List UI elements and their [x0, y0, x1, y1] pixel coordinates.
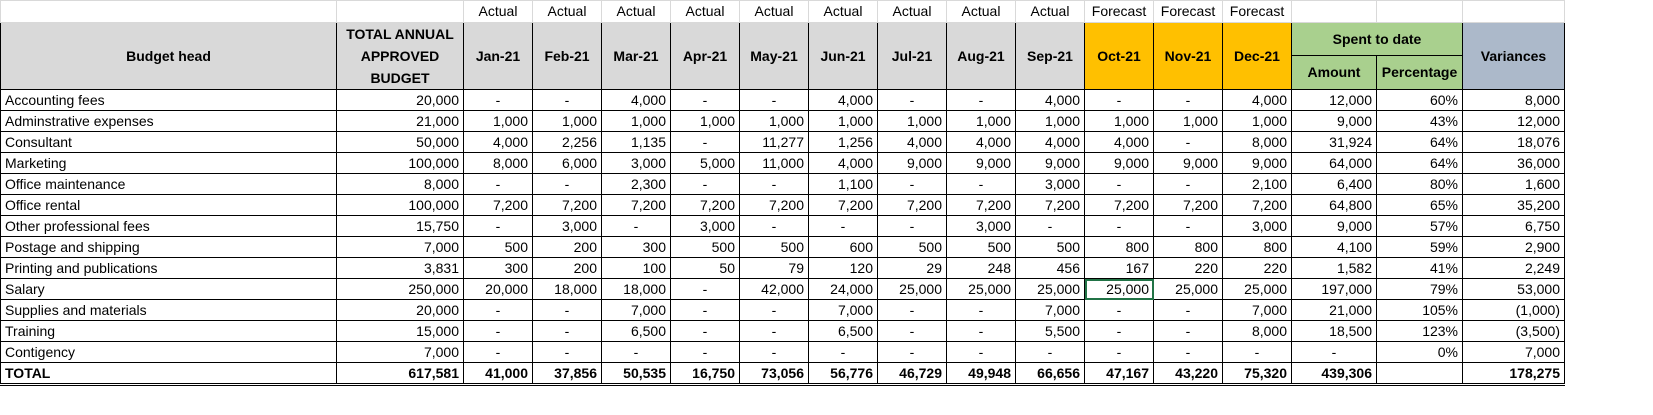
month-value-cell[interactable]: -	[464, 216, 533, 237]
month-value-cell[interactable]: -	[878, 90, 947, 111]
month-value-cell[interactable]: 8,000	[1223, 321, 1292, 342]
month-value-cell[interactable]: 100	[602, 258, 671, 279]
amount-cell[interactable]: 31,924	[1292, 132, 1377, 153]
empty-cell[interactable]	[1292, 1, 1377, 23]
budget-cell[interactable]: 100,000	[337, 195, 464, 216]
amount-cell[interactable]: 64,800	[1292, 195, 1377, 216]
status-label-row	[1, 1, 1565, 23]
month-value-cell[interactable]: 24,000	[809, 279, 878, 300]
budget-cell[interactable]: 21,000	[337, 111, 464, 132]
month-value-cell[interactable]: 6,500	[602, 321, 671, 342]
month-value-cell[interactable]: 7,200	[464, 195, 533, 216]
row-label-cell[interactable]: Adminstrative expenses	[1, 111, 337, 132]
variance-cell[interactable]: 35,200	[1463, 195, 1565, 216]
month-value-cell[interactable]: 3,000	[533, 216, 602, 237]
total-value-cell[interactable]	[1377, 363, 1463, 385]
month-value-cell[interactable]: 7,000	[809, 300, 878, 321]
month-value-cell[interactable]: 2,256	[533, 132, 602, 153]
percentage-cell[interactable]: 41%	[1377, 258, 1463, 279]
month-value-cell[interactable]: 25,000	[1154, 279, 1223, 300]
month-value-cell[interactable]: 2,100	[1223, 174, 1292, 195]
month-header[interactable]: Sep-21	[1016, 23, 1085, 90]
month-value-cell[interactable]: 500	[671, 237, 740, 258]
month-value-cell[interactable]: -	[809, 342, 878, 363]
percentage-header[interactable]: Percentage	[1377, 55, 1463, 89]
month-value-cell[interactable]: 25,000	[1016, 279, 1085, 300]
month-value-cell[interactable]: 7,000	[1223, 300, 1292, 321]
amount-cell[interactable]: 9,000	[1292, 216, 1377, 237]
row-label-cell[interactable]: Office maintenance	[1, 174, 337, 195]
table-row	[1, 279, 1565, 300]
row-label-cell[interactable]: Supplies and materials	[1, 300, 337, 321]
month-value-cell[interactable]: -	[464, 321, 533, 342]
month-value-cell[interactable]: -	[947, 90, 1016, 111]
month-value-cell[interactable]: -	[1016, 216, 1085, 237]
amount-cell[interactable]: 6,400	[1292, 174, 1377, 195]
variance-cell[interactable]: 6,750	[1463, 216, 1565, 237]
month-header[interactable]: Mar-21	[602, 23, 671, 90]
variance-cell[interactable]: 7,000	[1463, 342, 1565, 363]
month-value-cell[interactable]: 1,000	[1154, 111, 1223, 132]
month-value-cell[interactable]: 4,000	[602, 90, 671, 111]
budget-cell[interactable]: 50,000	[337, 132, 464, 153]
month-value-cell[interactable]: -	[533, 90, 602, 111]
month-value-cell[interactable]: 1,256	[809, 132, 878, 153]
forecast-month-header[interactable]: Dec-21	[1223, 23, 1292, 90]
month-value-cell[interactable]: 79	[740, 258, 809, 279]
amount-cell[interactable]: 21,000	[1292, 300, 1377, 321]
month-value-cell[interactable]: -	[947, 300, 1016, 321]
status-label-actual[interactable]: Actual	[602, 1, 671, 23]
month-value-cell[interactable]: 1,000	[1016, 111, 1085, 132]
amount-cell[interactable]: 4,100	[1292, 237, 1377, 258]
month-value-cell[interactable]: 6,000	[533, 153, 602, 174]
month-value-cell[interactable]: -	[740, 342, 809, 363]
month-header[interactable]: May-21	[740, 23, 809, 90]
month-value-cell[interactable]: 25,000	[878, 279, 947, 300]
month-value-cell[interactable]: 4,000	[878, 132, 947, 153]
percentage-cell[interactable]: 60%	[1377, 90, 1463, 111]
month-value-cell[interactable]: -	[671, 132, 740, 153]
percentage-cell[interactable]: 80%	[1377, 174, 1463, 195]
row-label-cell[interactable]: Postage and shipping	[1, 237, 337, 258]
month-value-cell[interactable]: -	[1085, 342, 1154, 363]
total-value-cell[interactable]: 49,948	[947, 363, 1016, 385]
month-value-cell[interactable]: -	[740, 321, 809, 342]
header-row-1	[1, 23, 1565, 56]
table-body	[1, 1, 1565, 385]
row-label-cell[interactable]: Printing and publications	[1, 258, 337, 279]
status-label-actual[interactable]: Actual	[671, 1, 740, 23]
month-value-cell[interactable]: 1,100	[809, 174, 878, 195]
variance-cell[interactable]: 12,000	[1463, 111, 1565, 132]
month-value-cell[interactable]: 1,000	[671, 111, 740, 132]
row-label-cell[interactable]: Office rental	[1, 195, 337, 216]
month-value-cell[interactable]: 4,000	[1085, 132, 1154, 153]
month-value-cell[interactable]: 11,000	[740, 153, 809, 174]
table-row	[1, 321, 1565, 342]
month-value-cell[interactable]: 300	[602, 237, 671, 258]
variance-cell[interactable]: 18,076	[1463, 132, 1565, 153]
month-value-cell[interactable]: -	[740, 90, 809, 111]
month-value-cell[interactable]: -	[1085, 216, 1154, 237]
budget-cell[interactable]: 7,000	[337, 342, 464, 363]
month-value-cell[interactable]: 4,000	[1016, 132, 1085, 153]
month-value-cell[interactable]: -	[1154, 90, 1223, 111]
month-value-cell[interactable]: -	[1085, 321, 1154, 342]
percentage-cell[interactable]: 65%	[1377, 195, 1463, 216]
month-value-cell[interactable]: -	[602, 216, 671, 237]
month-value-cell[interactable]: 6,500	[809, 321, 878, 342]
percentage-cell[interactable]: 57%	[1377, 216, 1463, 237]
month-value-cell[interactable]: 1,000	[809, 111, 878, 132]
total-label-cell[interactable]: TOTAL	[1, 363, 337, 385]
percentage-cell[interactable]: 43%	[1377, 111, 1463, 132]
empty-cell[interactable]	[1463, 1, 1565, 23]
month-value-cell[interactable]: 7,200	[1154, 195, 1223, 216]
amount-header[interactable]: Amount	[1292, 55, 1377, 89]
month-value-cell[interactable]: 18,000	[602, 279, 671, 300]
table-row	[1, 132, 1565, 153]
month-value-cell[interactable]: -	[671, 279, 740, 300]
forecast-month-header[interactable]: Nov-21	[1154, 23, 1223, 90]
total-value-cell[interactable]: 41,000	[464, 363, 533, 385]
month-value-cell[interactable]: 3,000	[671, 216, 740, 237]
row-label-cell[interactable]: Other professional fees	[1, 216, 337, 237]
status-label-actual[interactable]: Actual	[1016, 1, 1085, 23]
table-row	[1, 300, 1565, 321]
month-value-cell[interactable]: -	[1154, 342, 1223, 363]
empty-cell[interactable]	[337, 1, 464, 23]
variance-cell[interactable]: 2,249	[1463, 258, 1565, 279]
table-row	[1, 342, 1565, 363]
month-value-cell[interactable]: -	[464, 174, 533, 195]
percentage-cell[interactable]: 64%	[1377, 132, 1463, 153]
percentage-cell[interactable]: 0%	[1377, 342, 1463, 363]
month-value-cell[interactable]: -	[533, 300, 602, 321]
month-header[interactable]: Jan-21	[464, 23, 533, 90]
percentage-cell[interactable]: 123%	[1377, 321, 1463, 342]
month-value-cell[interactable]: 1,000	[1085, 111, 1154, 132]
month-value-cell[interactable]: 800	[1154, 237, 1223, 258]
amount-cell[interactable]: 1,582	[1292, 258, 1377, 279]
month-value-cell[interactable]: 248	[947, 258, 1016, 279]
status-label-forecast[interactable]: Forecast	[1223, 1, 1292, 23]
month-header[interactable]: Apr-21	[671, 23, 740, 90]
total-row	[1, 363, 1565, 385]
empty-cell[interactable]	[1377, 1, 1463, 23]
month-value-cell[interactable]: 20,000	[464, 279, 533, 300]
month-value-cell[interactable]: 500	[947, 237, 1016, 258]
month-value-cell[interactable]: 800	[1223, 237, 1292, 258]
month-value-cell[interactable]: -	[1085, 174, 1154, 195]
budget-cell[interactable]: 15,750	[337, 216, 464, 237]
month-value-cell[interactable]: -	[1154, 300, 1223, 321]
month-value-cell[interactable]: -	[878, 216, 947, 237]
budget-cell[interactable]: 20,000	[337, 300, 464, 321]
total-value-cell[interactable]: 43,220	[1154, 363, 1223, 385]
status-label-actual[interactable]: Actual	[809, 1, 878, 23]
month-value-cell[interactable]: 4,000	[947, 132, 1016, 153]
month-value-cell[interactable]: 25,000	[1223, 279, 1292, 300]
month-value-cell[interactable]: 7,000	[1016, 300, 1085, 321]
total-value-cell[interactable]: 37,856	[533, 363, 602, 385]
month-value-cell[interactable]: -	[464, 90, 533, 111]
month-value-cell[interactable]: 300	[464, 258, 533, 279]
month-value-cell[interactable]: 3,000	[1223, 216, 1292, 237]
month-value-cell[interactable]: 42,000	[740, 279, 809, 300]
amount-cell[interactable]: 9,000	[1292, 111, 1377, 132]
month-value-cell[interactable]: -	[947, 321, 1016, 342]
row-label-cell[interactable]: Salary	[1, 279, 337, 300]
month-value-cell[interactable]: -	[740, 174, 809, 195]
month-value-cell[interactable]: -	[1154, 132, 1223, 153]
month-value-cell[interactable]: 167	[1085, 258, 1154, 279]
month-value-cell[interactable]: -	[671, 321, 740, 342]
row-label-cell[interactable]: Contigency	[1, 342, 337, 363]
month-value-cell[interactable]: 11,277	[740, 132, 809, 153]
month-value-cell[interactable]: -	[533, 321, 602, 342]
month-value-cell[interactable]: 29	[878, 258, 947, 279]
month-value-cell[interactable]: -	[1085, 90, 1154, 111]
total-value-cell[interactable]: 178,275	[1463, 363, 1565, 385]
month-header[interactable]: Jun-21	[809, 23, 878, 90]
month-value-cell[interactable]: 456	[1016, 258, 1085, 279]
spent-to-date-header[interactable]: Spent to date	[1292, 23, 1463, 56]
amount-cell[interactable]: 197,000	[1292, 279, 1377, 300]
month-value-cell[interactable]: -	[671, 90, 740, 111]
month-header[interactable]: Feb-21	[533, 23, 602, 90]
month-value-cell[interactable]: 1,000	[947, 111, 1016, 132]
variance-cell[interactable]: (1,000)	[1463, 300, 1565, 321]
row-label-cell[interactable]: Consultant	[1, 132, 337, 153]
month-value-cell[interactable]: 4,000	[1016, 90, 1085, 111]
amount-cell[interactable]: -	[1292, 342, 1377, 363]
month-value-cell[interactable]: -	[1016, 342, 1085, 363]
month-value-cell[interactable]: 9,000	[1154, 153, 1223, 174]
month-value-cell[interactable]: 4,000	[464, 132, 533, 153]
month-value-cell[interactable]: -	[533, 174, 602, 195]
table-row	[1, 153, 1565, 174]
month-value-cell[interactable]: -	[1223, 342, 1292, 363]
month-header[interactable]: Jul-21	[878, 23, 947, 90]
month-value-cell[interactable]: 25,000	[947, 279, 1016, 300]
amount-cell[interactable]: 64,000	[1292, 153, 1377, 174]
month-value-cell[interactable]: -	[464, 342, 533, 363]
month-value-cell[interactable]: -	[1154, 321, 1223, 342]
month-value-cell[interactable]: 500	[740, 237, 809, 258]
month-value-cell[interactable]: 1,000	[464, 111, 533, 132]
month-value-cell[interactable]: -	[878, 321, 947, 342]
budget-cell[interactable]: 100,000	[337, 153, 464, 174]
variance-cell[interactable]: 2,900	[1463, 237, 1565, 258]
month-value-cell[interactable]: 500	[464, 237, 533, 258]
total-value-cell[interactable]: 75,320	[1223, 363, 1292, 385]
month-value-cell[interactable]: -	[809, 216, 878, 237]
variances-header[interactable]: Variances	[1463, 23, 1565, 90]
month-value-cell[interactable]: -	[533, 342, 602, 363]
forecast-month-header[interactable]: Oct-21	[1085, 23, 1154, 90]
total-value-cell[interactable]: 66,656	[1016, 363, 1085, 385]
table-row	[1, 258, 1565, 279]
month-value-cell[interactable]: 4,000	[809, 90, 878, 111]
month-value-cell[interactable]: 2,300	[602, 174, 671, 195]
table-row	[1, 216, 1565, 237]
month-value-cell[interactable]: 500	[1016, 237, 1085, 258]
month-value-cell[interactable]: 1,135	[602, 132, 671, 153]
variance-cell[interactable]: 53,000	[1463, 279, 1565, 300]
budget-head-header[interactable]: Budget head	[1, 23, 337, 90]
month-value-cell[interactable]: 220	[1154, 258, 1223, 279]
total-value-cell[interactable]: 617,581	[337, 363, 464, 385]
amount-cell[interactable]: 12,000	[1292, 90, 1377, 111]
table-row	[1, 237, 1565, 258]
month-value-cell[interactable]: -	[878, 342, 947, 363]
budget-cell[interactable]: 15,000	[337, 321, 464, 342]
table-row	[1, 195, 1565, 216]
month-value-cell[interactable]: -	[671, 174, 740, 195]
month-value-cell[interactable]: 1,000	[533, 111, 602, 132]
month-value-cell[interactable]: 8,000	[1223, 132, 1292, 153]
month-value-cell[interactable]: -	[671, 342, 740, 363]
month-value-cell[interactable]: 220	[1223, 258, 1292, 279]
percentage-cell[interactable]: 105%	[1377, 300, 1463, 321]
month-value-cell[interactable]: 8,000	[464, 153, 533, 174]
month-value-cell[interactable]: 200	[533, 258, 602, 279]
month-value-cell[interactable]: -	[740, 216, 809, 237]
month-header[interactable]: Aug-21	[947, 23, 1016, 90]
status-label-actual[interactable]: Actual	[533, 1, 602, 23]
month-value-cell[interactable]: 25,000	[1085, 279, 1154, 300]
month-value-cell[interactable]: 7,200	[533, 195, 602, 216]
month-value-cell[interactable]: 7,200	[947, 195, 1016, 216]
total-value-cell[interactable]: 56,776	[809, 363, 878, 385]
table-row	[1, 174, 1565, 195]
month-value-cell[interactable]: -	[740, 300, 809, 321]
month-value-cell[interactable]: -	[1154, 174, 1223, 195]
month-value-cell[interactable]: 3,000	[947, 216, 1016, 237]
empty-cell[interactable]	[1, 1, 337, 23]
status-label-forecast[interactable]: Forecast	[1085, 1, 1154, 23]
total-value-cell[interactable]: 47,167	[1085, 363, 1154, 385]
month-value-cell[interactable]: 5,000	[671, 153, 740, 174]
month-value-cell[interactable]: 9,000	[1085, 153, 1154, 174]
variance-cell[interactable]: 8,000	[1463, 90, 1565, 111]
total-value-cell[interactable]: 46,729	[878, 363, 947, 385]
table-row	[1, 90, 1565, 111]
status-label-actual[interactable]: Actual	[740, 1, 809, 23]
month-value-cell[interactable]: 7,200	[1016, 195, 1085, 216]
percentage-cell[interactable]: 59%	[1377, 237, 1463, 258]
budget-cell[interactable]: 7,000	[337, 237, 464, 258]
month-value-cell[interactable]: 7,200	[671, 195, 740, 216]
month-value-cell[interactable]: 1,000	[878, 111, 947, 132]
table-row	[1, 111, 1565, 132]
row-label-cell[interactable]: Training	[1, 321, 337, 342]
month-value-cell[interactable]: -	[464, 300, 533, 321]
month-value-cell[interactable]: -	[602, 342, 671, 363]
status-label-actual[interactable]: Actual	[947, 1, 1016, 23]
month-value-cell[interactable]: 7,000	[602, 300, 671, 321]
total-annual-budget-header[interactable]: TOTAL ANNUAL APPROVED BUDGET	[337, 23, 464, 90]
month-value-cell[interactable]: 9,000	[947, 153, 1016, 174]
status-label-actual[interactable]: Actual	[878, 1, 947, 23]
month-value-cell[interactable]: 3,000	[1016, 174, 1085, 195]
variance-cell[interactable]: 1,600	[1463, 174, 1565, 195]
month-value-cell[interactable]: -	[947, 174, 1016, 195]
month-value-cell[interactable]: -	[878, 174, 947, 195]
percentage-cell[interactable]: 64%	[1377, 153, 1463, 174]
month-value-cell[interactable]: -	[1085, 300, 1154, 321]
budget-cell[interactable]: 3,831	[337, 258, 464, 279]
variance-cell[interactable]: (3,500)	[1463, 321, 1565, 342]
month-value-cell[interactable]: 50	[671, 258, 740, 279]
month-value-cell[interactable]: 120	[809, 258, 878, 279]
month-value-cell[interactable]: -	[878, 300, 947, 321]
month-value-cell[interactable]: 7,200	[740, 195, 809, 216]
variance-cell[interactable]: 36,000	[1463, 153, 1565, 174]
month-value-cell[interactable]: 200	[533, 237, 602, 258]
row-label-cell[interactable]: Marketing	[1, 153, 337, 174]
month-value-cell[interactable]: 1,000	[740, 111, 809, 132]
month-value-cell[interactable]: 7,200	[1085, 195, 1154, 216]
status-label-forecast[interactable]: Forecast	[1154, 1, 1223, 23]
month-value-cell[interactable]: -	[671, 300, 740, 321]
month-value-cell[interactable]: -	[947, 342, 1016, 363]
month-value-cell[interactable]: 800	[1085, 237, 1154, 258]
month-value-cell[interactable]: 7,200	[878, 195, 947, 216]
month-value-cell[interactable]: 9,000	[878, 153, 947, 174]
month-value-cell[interactable]: 9,000	[1016, 153, 1085, 174]
month-value-cell[interactable]: 1,000	[602, 111, 671, 132]
amount-cell[interactable]: 18,500	[1292, 321, 1377, 342]
month-value-cell[interactable]: 5,500	[1016, 321, 1085, 342]
month-value-cell[interactable]: 600	[809, 237, 878, 258]
month-value-cell[interactable]: 7,200	[1223, 195, 1292, 216]
budget-cell[interactable]: 8,000	[337, 174, 464, 195]
month-value-cell[interactable]: 1,000	[1223, 111, 1292, 132]
percentage-cell[interactable]: 79%	[1377, 279, 1463, 300]
month-value-cell[interactable]: 7,200	[809, 195, 878, 216]
budget-cell[interactable]: 20,000	[337, 90, 464, 111]
month-value-cell[interactable]: 3,000	[602, 153, 671, 174]
month-value-cell[interactable]: 4,000	[1223, 90, 1292, 111]
month-value-cell[interactable]: 7,200	[602, 195, 671, 216]
total-value-cell[interactable]: 16,750	[671, 363, 740, 385]
total-value-cell[interactable]: 50,535	[602, 363, 671, 385]
row-label-cell[interactable]: Accounting fees	[1, 90, 337, 111]
total-value-cell[interactable]: 73,056	[740, 363, 809, 385]
total-value-cell[interactable]: 439,306	[1292, 363, 1377, 385]
status-label-actual[interactable]: Actual	[464, 1, 533, 23]
month-value-cell[interactable]: 18,000	[533, 279, 602, 300]
month-value-cell[interactable]: 9,000	[1223, 153, 1292, 174]
month-value-cell[interactable]: 500	[878, 237, 947, 258]
month-value-cell[interactable]: -	[1154, 216, 1223, 237]
month-value-cell[interactable]: 4,000	[809, 153, 878, 174]
budget-cell[interactable]: 250,000	[337, 279, 464, 300]
